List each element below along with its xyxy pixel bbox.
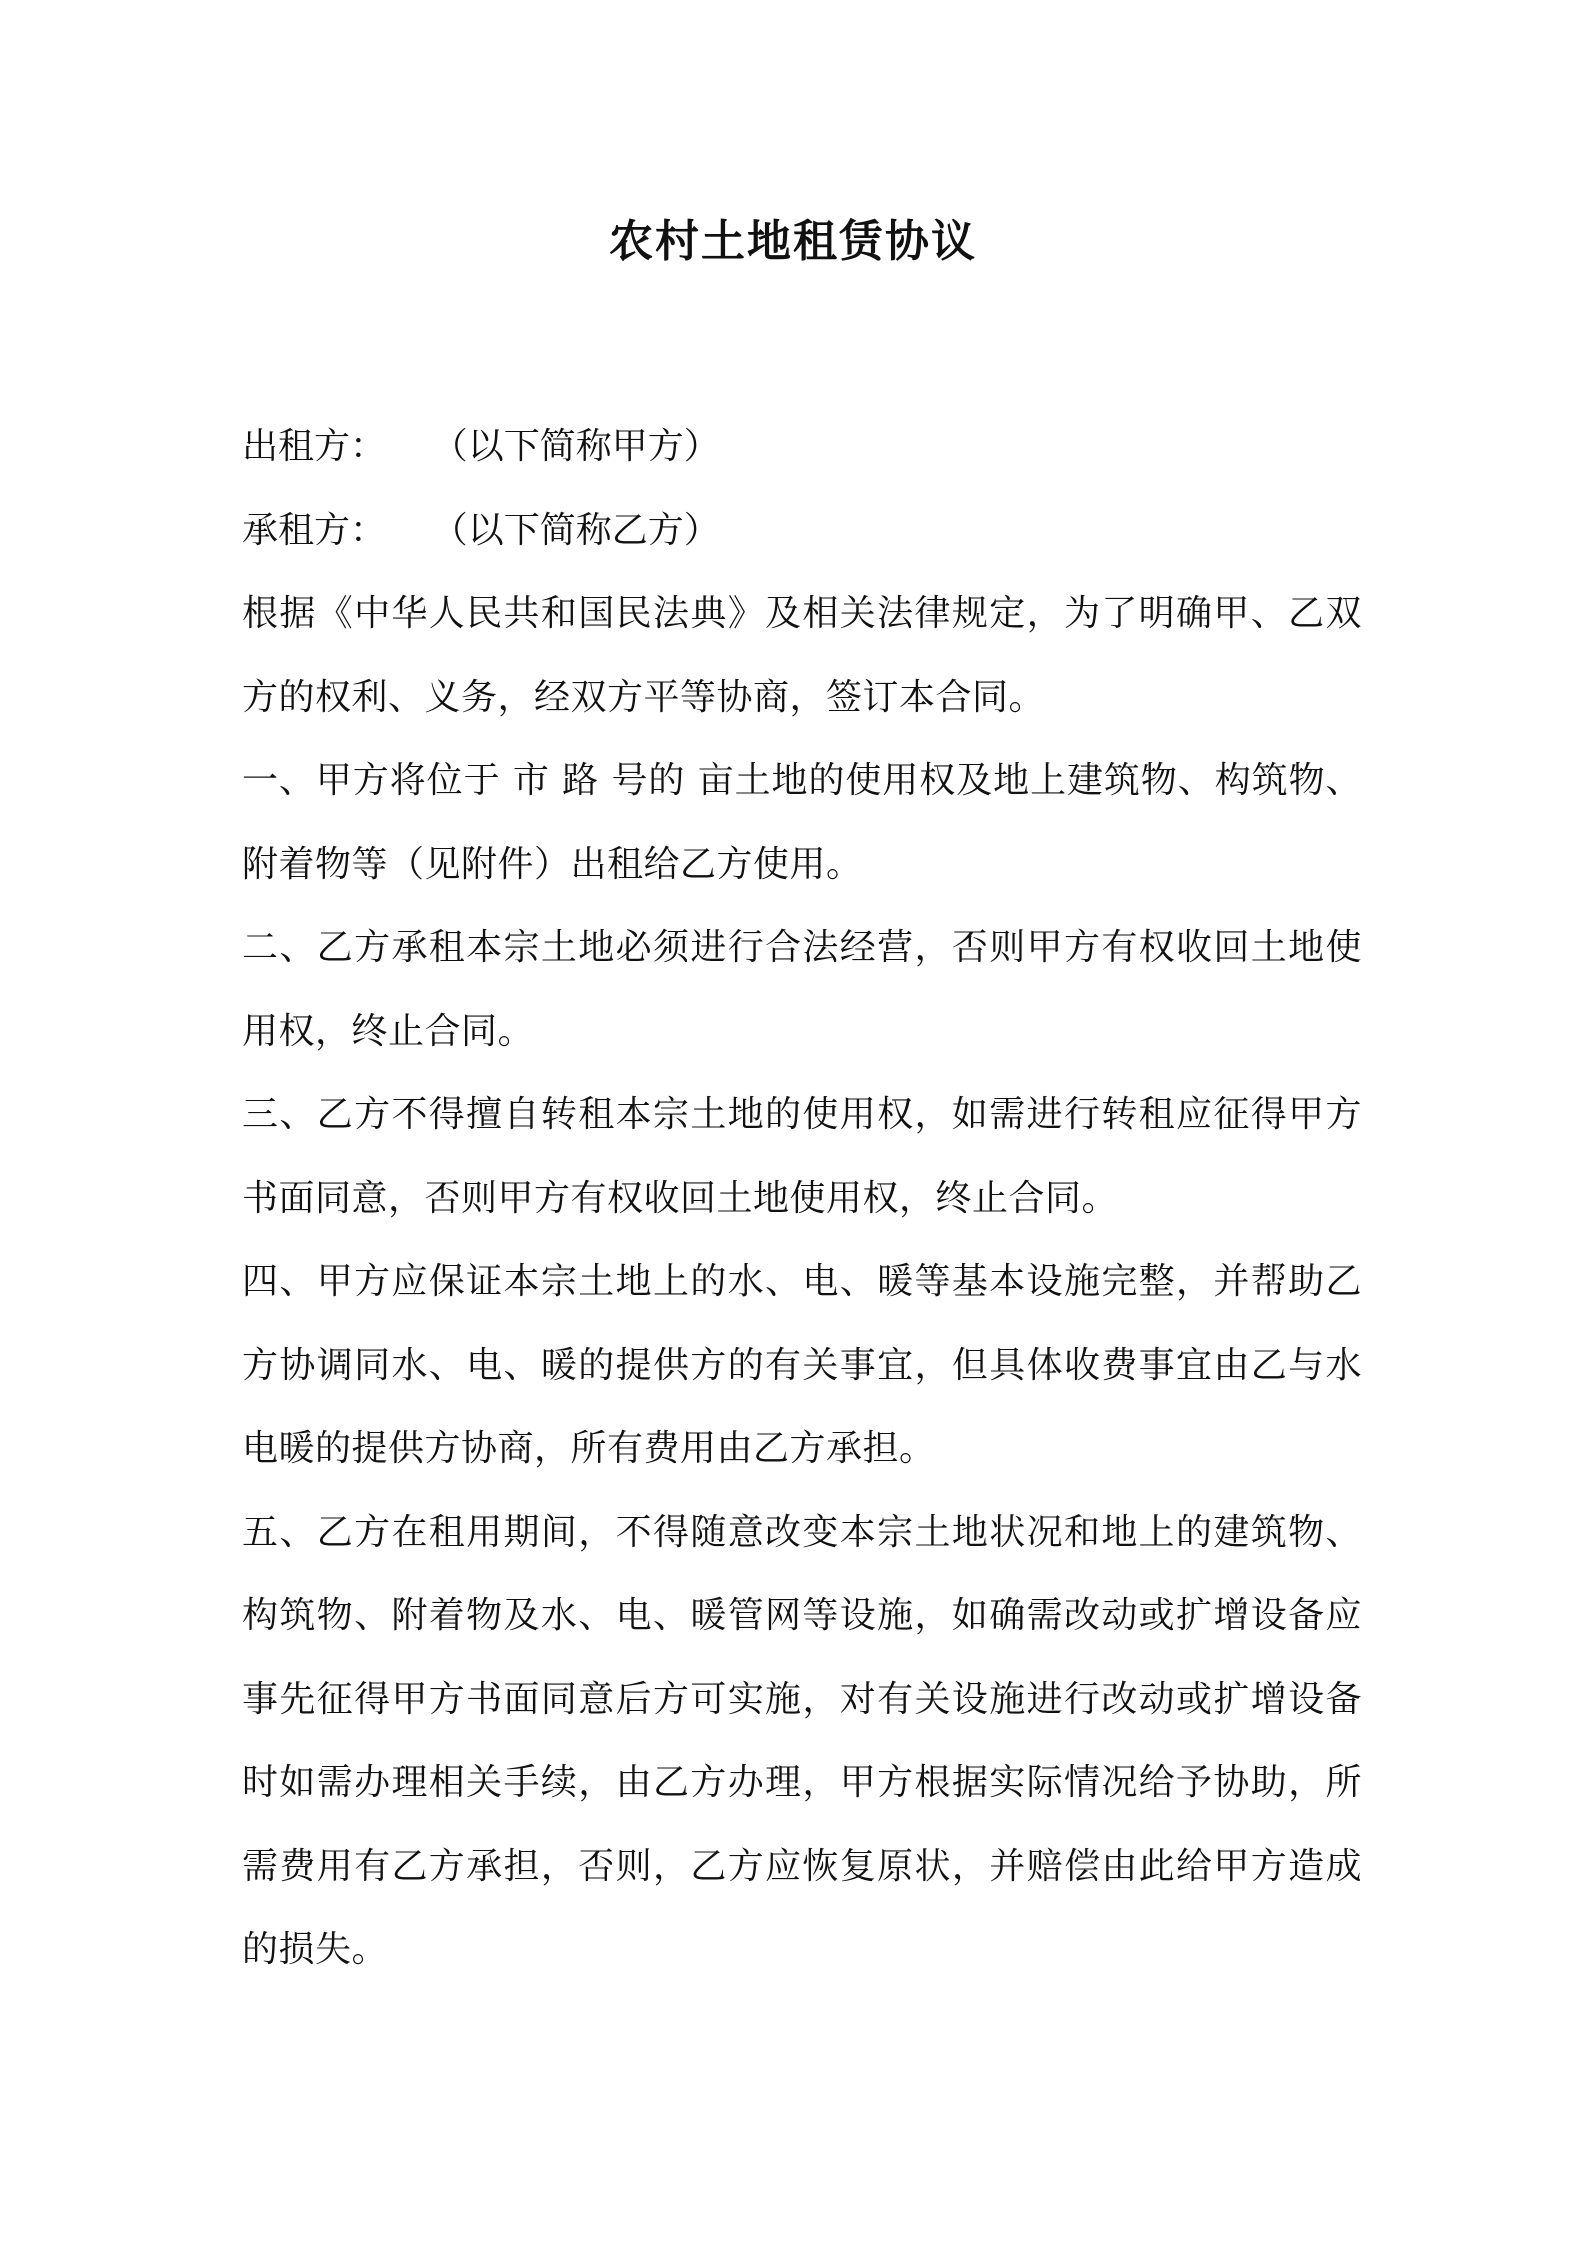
clause-4: 四、甲方应保证本宗土地上的水、电、暖等基本设施完整，并帮助乙方协调同水、电、暖的提供方的有关事宜，但具体收费事宜由乙与水电暖的提供方协商，所有费用由乙方承担。 [242, 1261, 1362, 1469]
clause-1: 一、甲方将位于 市 路 号的 亩土地的使用权及地上建筑物、构筑物、附着物等（见附件）出租给乙方使用。 [242, 760, 1362, 885]
clause-2: 二、乙方承租本宗土地必须进行合法经营，否则甲方有权收回土地使用权，终止合同。 [242, 927, 1362, 1052]
clause-3: 三、乙方不得擅自转租本宗土地的使用权，如需进行转租应征得甲方书面同意，否则甲方有权收回土地使用权，终止合同。 [242, 1094, 1362, 1219]
lessee-line: 承租方： （以下简称乙方） [242, 509, 720, 551]
preamble-paragraph: 根据《中华人民共和国民法典》及相关法律规定，为了明确甲、乙双方的权利、义务，经双方平等协商，签订本合同。 [242, 593, 1362, 718]
document-body [242, 405, 1362, 1992]
document-title: 农村土地租赁协议 [609, 216, 977, 267]
clause-5: 五、乙方在租用期间，不得随意改变本宗土地状况和地上的建筑物、构筑物、附着物及水、电、暖管网等设施，如确需改动或扩增设备应事先征得甲方书面同意后方可实施，对有关设施进行改动或扩增设备时如需办理相关手续，由乙方办理，甲方根据实际情况给予协助，所需费用有乙方承担，否则，乙方应恢复原状，并赔偿由此给甲方造成的损失。 [242, 1511, 1362, 1970]
lessor-line: 出租方： （以下简称甲方） [242, 426, 720, 467]
